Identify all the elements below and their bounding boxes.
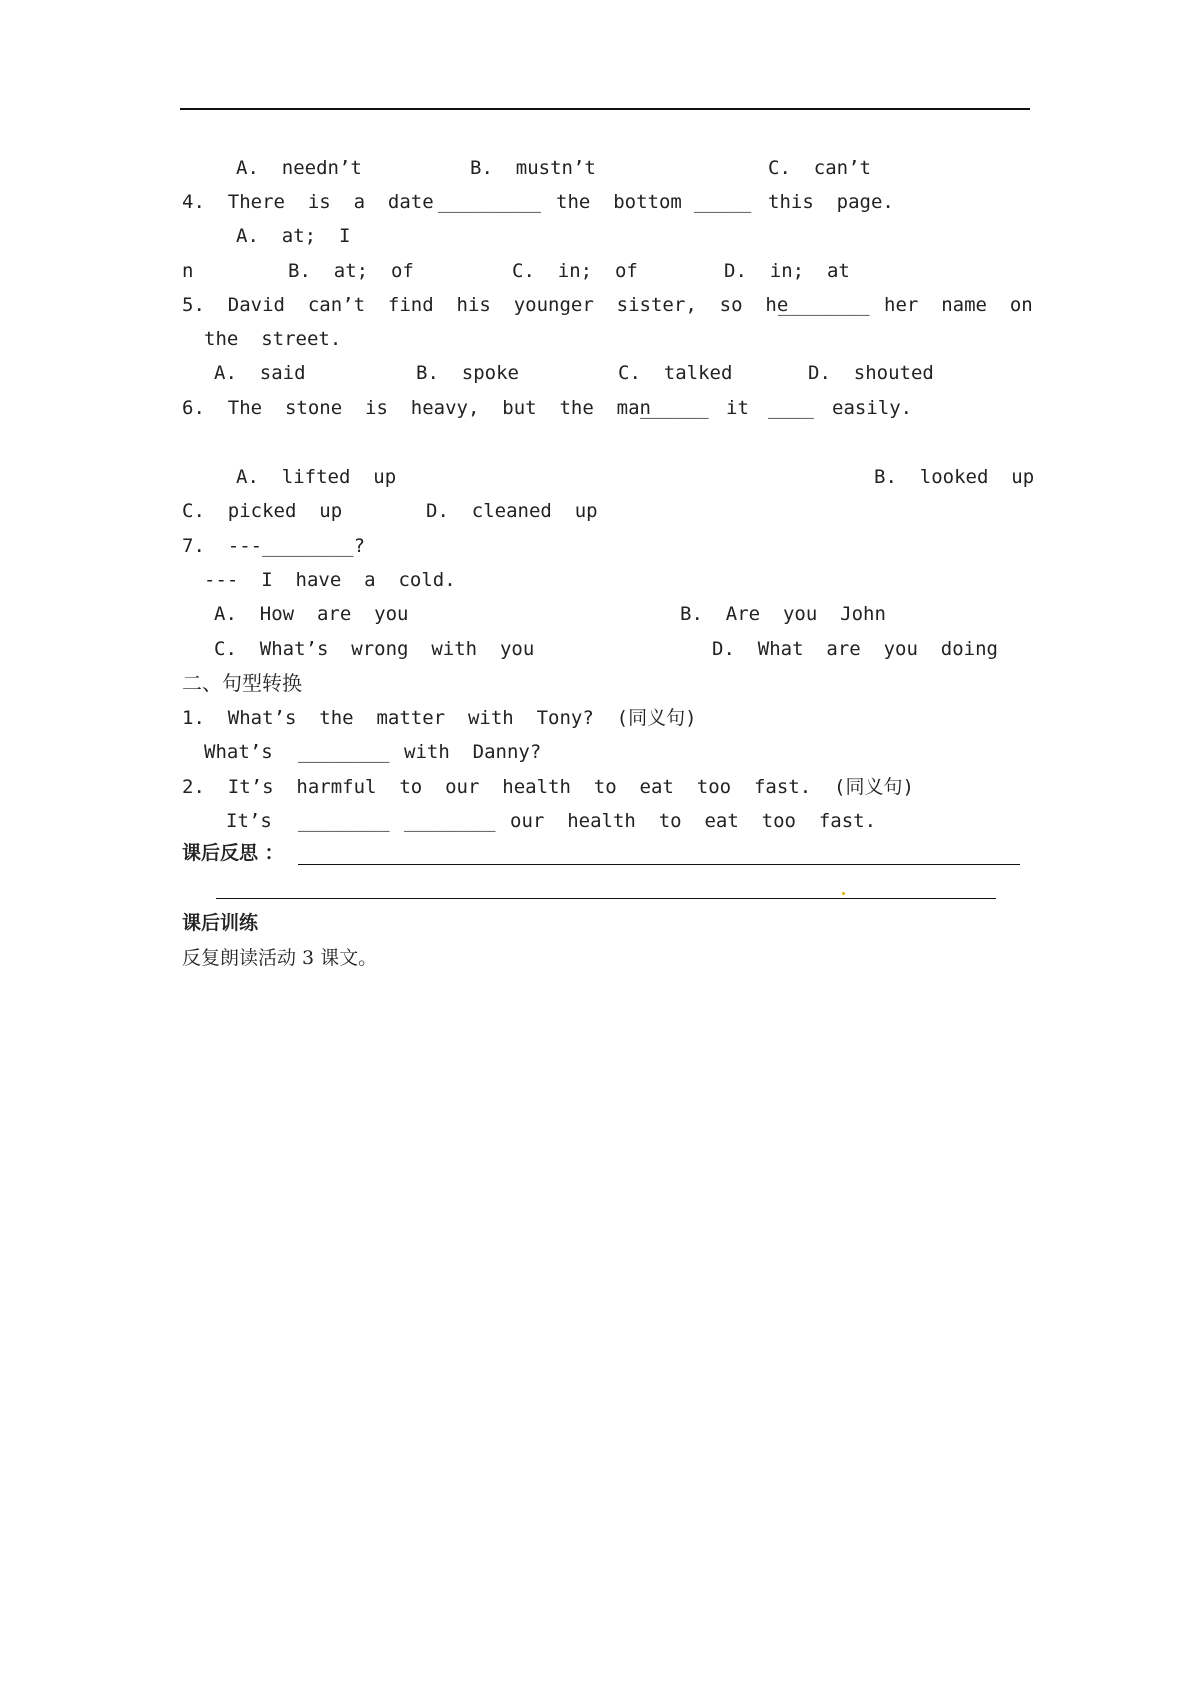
q6-blank-1: ______ xyxy=(640,397,709,419)
reflection-line-1 xyxy=(298,864,1020,865)
homework-heading: 课后训练 xyxy=(182,912,259,934)
q5-blank: ________ xyxy=(778,294,870,316)
q7-reply: --- I have a cold. xyxy=(204,569,456,591)
q5-stem-cont: the street. xyxy=(204,328,342,350)
reflection-line-2 xyxy=(216,898,996,899)
q7-stem: 7. ---________? xyxy=(182,535,366,557)
section2-heading: 二、句型转换 xyxy=(182,671,302,695)
q7-option-d: D. What are you doing xyxy=(712,638,998,660)
q6-option-a: A. lifted up xyxy=(236,466,397,488)
q6-option-c: C. picked up xyxy=(182,500,343,522)
q6-blank-2: ____ xyxy=(768,397,814,419)
q5-option-d: D. shouted xyxy=(808,362,934,384)
q6-stem-start: 6. The stone is heavy, but the man xyxy=(182,397,651,419)
s2-blank-2: ________ xyxy=(404,810,496,832)
q4-blank-1: _________ xyxy=(438,191,541,213)
q4-option-a-part2: n xyxy=(182,260,194,282)
q7-option-c: C. What’s wrong with you xyxy=(214,638,535,660)
s2-answer-end: our health to eat too fast. xyxy=(510,810,877,832)
q7-option-a: A. How are you xyxy=(214,603,409,625)
q5-option-c: C. talked xyxy=(618,362,733,384)
q6-stem-mid: it xyxy=(726,397,749,419)
stray-dot xyxy=(842,892,845,895)
q5-option-a: A. said xyxy=(214,362,306,384)
q4-stem-mid: the bottom xyxy=(556,191,682,213)
q7-option-b: B. Are you John xyxy=(680,603,886,625)
reflection-label: 课后反思 ： xyxy=(182,842,284,864)
q4-option-b: B. at; of xyxy=(288,260,414,282)
q3-option-c: C. can’t xyxy=(768,157,871,179)
s1-answer-start: What’s xyxy=(204,741,273,763)
q4-blank-2: _____ xyxy=(694,191,752,213)
q4-stem-start: 4. There is a date xyxy=(182,191,434,213)
s2-blank-1: ________ xyxy=(298,810,390,832)
homework-text: 反复朗读活动 3 课文。 xyxy=(182,947,378,969)
s1-answer-end: with Danny? xyxy=(404,741,542,763)
q4-stem-end: this page. xyxy=(768,191,894,213)
q5-stem-end: her name on xyxy=(884,294,1033,316)
q4-option-a-part1: A. at; I xyxy=(236,225,351,247)
q6-stem-end: easily. xyxy=(832,397,913,419)
s2-answer-start: It’s xyxy=(226,810,272,832)
q4-option-d: D. in; at xyxy=(724,260,850,282)
q3-option-b: B. mustn’t xyxy=(470,157,596,179)
q5-stem-start: 5. David can’t find his younger sister, so he xyxy=(182,294,789,316)
header-rule xyxy=(180,108,1030,110)
s1-stem: 1. What’s the matter with Tony? (同义句) xyxy=(182,707,697,729)
q6-option-d: D. cleaned up xyxy=(426,500,598,522)
q6-option-b: B. looked up xyxy=(874,466,1035,488)
q4-option-c: C. in; of xyxy=(512,260,638,282)
q5-option-b: B. spoke xyxy=(416,362,519,384)
s1-blank: ________ xyxy=(298,741,390,763)
q3-option-a: A. needn’t xyxy=(236,157,362,179)
s2-stem: 2. It’s harmful to our health to eat too fast. (同义句) xyxy=(182,776,914,798)
